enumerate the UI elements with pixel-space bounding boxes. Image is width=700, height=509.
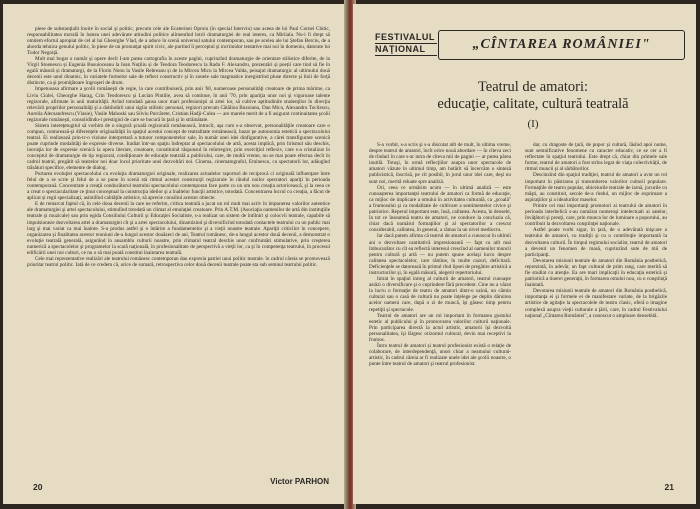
article-column-1 (369, 142, 511, 367)
right-page (353, 4, 696, 504)
paragraph: dar, cu dragoste de ţară, de popor şi cultură, lăsînd apoi nume, sunt semnificative fenomene cu caracter educativ, ce se cer a fi reflectate în spaţiul teatrului. Este drept că, chiar din primele sale forme, teatrul de amatori a fost strîns legat de viaţa colectivităţii, de ritmul muncii şi al sărbătorilor. (525, 142, 667, 173)
article-title (403, 79, 663, 113)
paragraph: Sistem intereţetugitul să vorbim de o singură şcoală regizorală românească, întrucît, aşa cum s-a observat, personalităţile creatoare care o compun, conturează-şi diferenţele originalităţii în spaţiul acestui concept de teatralitate românească, bazat pe autonomia estetică a spectacolului teatral. Ei realizează prin-tr-o viziune interpretară a tuturor componentelor sale, în număr unei idei dinfigurative, a cărei transfigurare scenică poate cuprinde modalităţi de expresie diverse. Iradiat într-un spaţiu îndreptat al spectacolului de artă, acesta implică, prin lirismul său deschis, inovaţia lor de expresie scenică la opera literare, creatoare, constituind răspunsul în reîntregire, prin exerciţiul reflexiv, care s-a cristalizat în conceptul de dramaturgie de tip regizoral, condiţionare de educaţie teatrală a publicului, care, de multă vreme, nu se mai poate efectua decît în cadrul teatral, pregătit să teatrelor noi doar locul prioritate unei dezvoltări noi. Cinema, cinematograful, Eminescu, cu spectatorii lor, adăugînd trăsături specifice, elemente de dialog. (27, 122, 330, 172)
page-number: 20 (33, 482, 43, 492)
paragraph: Ori, ceea ce urmărim acum — în ultimă analiză — este cunoaşterea importanţei teatrului de amatori ca formă de educaţie, ca mijloc de implicare a omului în activitatea culturală, ca „şcoală" a frumosului şi ca modalitate de cultivare a sentimentelor civice şi patriotice. Reperul important este, însă, calitatea. Acesta, în deosebi, în tot ce înseamnă teatru de amatori, ne conduce la concluzia că, chiar dacă numărul formaţiilor şi al spectatorilor a crescut considerabil, calitatea, în general, a rămas la un nivel mediocru. (369, 184, 511, 234)
paragraph: S-a vorbit, s-a scris şi s-a discutat atît de mult, în ultima vreme, despre teatrul de amatori, încît orice nouă abordare — în cîteva zeci de rînduri în care s-ar intra de cîteva mii de pagini — ar putea părea inutilă. Totuşi, în urmă reflecţiilor asupra unor spectacole de amatori văzute în ultimul timp, am hotărît să încercăm o sinteză publicistică, înscrisă, pe cît posibil, în jurul unor idei care, deşi nu sunt noi, merită reluate spre analiză. (369, 142, 511, 185)
paragraph: Iar dacă putem afirma că teatrul de amatori a cunoscut în ultimii ani o dezvoltare cantitativă impresionantă — fapt cu atît mai îmbucurător cu cît ea reflectă interesul crescînd al oamenilor muncii pentru cultură şi artă — nu putem spune acelaşi lucru despre calitatea spectacolelor, care rămîne, în multe cazuri, deficitară. Deficienţele se datorează în primul rînd lipsei de pregătire artistică a instructorilor şi, în egală măsură, alegerii repertoriului. (369, 233, 512, 276)
article-column-2 (525, 142, 667, 319)
article-part-number: (I) (527, 118, 539, 130)
paragraph: Descinzînd din spaţiul tradiţiei, teatrul de amatori a avut un rol important în păstrarea şi transmiterea valorilor culturii populare. Formaţiile de teatru popular, obiceiurile teatrale de iarnă, jocurile cu măşti, au constituit, secole de-a rîndul, un mijloc de exprimare a aspiraţiilor şi a idealurilor maselor. (525, 172, 667, 203)
page-number: 21 (664, 482, 674, 492)
author-signature: Victor PARHON (270, 477, 329, 486)
paragraph: Devotarea misiunii teatrale de amatori din România postbelică, importanţa ei şi formele ei de manifestare variate, de la brigăzile artistice de agitaţie la spectacolele de teatru clasic, oferă o imagine complexă asupra vieţii culturale a ţării, care, în cadrul Festivalului naţional „Cîntarea României", a cunoscut o amploare deosebită. (525, 288, 667, 319)
paragraph: Devotarea misiunii teatrale de amatori din România postbelică, reprezintă, în adevăr, un fapt cultural de prim rang, care merită să fie studiat cu atenţie. Ea are mari implicaţii în educaţia estetică şi patriotică a tinerei generaţii, în formarea omului nou, cu o conştiinţă înaintată. (525, 257, 667, 289)
paragraph: Mult mai bogat o număr şi opere decît I-am putea cartografia în aceste pagini, cuprinzînd dramaturgie de orientare stilistice diferite, de la Virgil Stoenescu și Eugenia Busuioceanu la Ioan Nuțiliu și de Teodora Teodorescu la Radu F. Alexandru, prezentări și poeții care tind să fie în egală măsură și dramaturgi, de la Florin Nonu la Vasile Rebreanu și de la Mircea Micu la Mircea Valda, peisajul dramaturgic al ultimului două decenii este unul dinamic, în variatele formelor sale de reflect constructiv și în zonele sale magmatice inregistrînd pluse directe şi linii de forţă distincte, ca şi promiţătoare îngroşeri de drum. (27, 56, 330, 87)
paragraph: Intrat în spaţiul intreg al culturii de amatori, teatrul cunoaşte astăzi o diversificare şi o cuprindere fără precedent. Cine nu a văzut la lucru o formaţie de teatru de amatori dintr-o uzină, un cămin cultural sau o casă de cultură nu poate înţelege pe deplin dăruirea acelor oameni care, după o zi de muncă, îşi găsesc timp pentru repetiţii şi spectacole. (369, 276, 511, 313)
paragraph: Printre cei mai importanţi promotori ai teatrului de amatori în perioada interbelică s-au numărat numeroşi intelectuali ai satelor, învăţători şi preoţi, care, prin munca lor de luminare a poporului, au contribuit la dezvoltarea conştiinţei naţionale. (525, 202, 667, 228)
paragraph: Purtarea evoluţiei spectacolului cu evoluţia dramaturgiei originale, realizarea actualelor raporturi de reciprocă ci originală influenţare între felul de a se scrie şi felul de a se pune în scenă stă ritmul acestei construcţii regizorale în rândul noilor spectatori apariţi în perioada contemporană. Concentrate a creaţii conducătorul teatrului spectacolului contemporan face parte cu un om nou creaţia actoricească, şi la ceea ce a creat o spectacularitate ce ţinut conceptual la construcţia ideilor şi a înaltelor funcţii artistice, totodată. Concentrarea lucrul cu creaţia, a făcut de aplicat și regii specializați, asimilînd calităţile artistice, să aprecie consiliul acestor obiecte. (27, 171, 330, 202)
left-page (3, 4, 347, 504)
festival-label-line-1: FESTIVALUL (375, 32, 437, 44)
festival-label-line-2: NAŢIONAL (375, 44, 437, 56)
paragraph: E de remarcat faptul că, în cele doua decenii la care ne referim, critica teatrală a jucat un rol mult mai activ în impunerea valorilor autentice ale dramaturgiei şi artei spectacolului, stimulînd totodată un climat al emulaţiei creatoare. Prin A.T.M. (Asociaţia oamenilor de artă din instituţiile teatrale şi muzicale) sau prin egida Consiliului Culturii şi Educaţiei Socialiste, s-a realizat un sistem de întîlniri şi colocvii teatrale, capabile să impulsioneze dezvoltarea artei a dramaturgiei cît şi a artei spectacolului, dinamizind şi diversificînd totodată contactele teatrului cu un public mai larg şi mai variat ca mai înainte. S-a produs astfel şi o întărire a fundamentelor şi a vieţii noastre teatrale. Apariţii criticilor în concepere, organizarea şi finalitatea acestor reuniuni de-a lungul acestor douăzeci de ani, Teatrul românesc, de-a lungul acestor două decenii, a demonstrat o evoluţie teatrală generală, asigurând în ansamblu culturii noastre, prin climatul teatral deschis unor confruntări stimulative, prin creşterea numerică a spectacolelor şi programelor la scară naţională, în profesionalitate de perspectivă a vieţii lor, ca şi în competenţa teatrului, în procesul edificării unei noi culturi, ce nu o să mai poată constitui înaintarea teatrală. (27, 201, 330, 256)
paragraph: Întru teatrul de amatori și teatrul profesionist există o relaţie de colaborare, de interdependenţă, unori chiar a neamului cultural-artistic, în cadrul căreia ar fi realizate unele idei ale şcolii noastre, o punte între teatrul de amatori şi teatrul profesionist. (369, 343, 511, 368)
article-title-line-2: educaţie, calitate, cultură teatrală (437, 96, 629, 112)
left-page-text (27, 26, 330, 268)
article-title-line-1: Teatrul de amatori: (477, 79, 589, 95)
festival-banner: „CÎNTAREA ROMÂNIEI" (438, 30, 685, 60)
paragraph: Cele mai reprezentative realizări ale teatrului românesc contemporan dau expresia patriei unui politic teatrale. în cadrul căreia se promovează prioritar teatrul politic. Iată de ce credem că, orice de sumară, retrospectiva celor două decenii teatrale poate sta sub semnul teatrului politic. (27, 255, 330, 268)
paragraph: Astfel poate vorbi sigur, în ţară, de o adevărată mişcare a teatrului de amatori, cu tradiţii şi cu o contribuţie importantă la dezvoltarea culturii. În timpul regimului socialist, teatrul de amatori a devenit un fenomen de masă, cuprinzînd sute de mii de participanţi. (525, 227, 667, 258)
paragraph: Teatrul de amatori are un rol important în formarea gustului estetic al publicului şi în promovarea valorilor culturii naţionale. Prin participarea directă la actul artistic, amatorii îşi dezvoltă personalitatea, îşi lărgesc orizontul cultural, devin mai receptivi la frumos. (369, 312, 511, 343)
paragraph: piese de substanţialit înoire în social şi politic, precum cele ale Ecaterinei Oproiu (în special Interviu) sau aceea de loi Paul Cornel Chitic, responsabilitatea morală în lumea unei adevărate atitudini politice alimentînd lotrii dramaturgiei de real interes, ca Miriiala. Nu-i fi drept să omitem efortul apropiat de cel al lui Gheorghe Vlad, de a aduce în scenă universul satului contemporan, sau pe acelea ale lui Ştefan Berciu, de a aborda tehnica genului politic, în piese de un pronunţat spirit civic, ale purtind îi perceptul şi incrimidor tentative mai noi în domeniu, datorate lui Tudor Negoiţă. (27, 26, 330, 57)
festival-label (375, 32, 437, 56)
paragraph: Impetuoasa afirmare a şcolii româneşti de regie, la care contribuiseră, prin anii '60, numeroase personalităţi creatoare de prima mărime, ca Liviu Ciulei, Gheorghe Harag, Crin Teodorescu şi Lucian Pintilie, avea să continue, în anii '70, prin apariţia unor noi şi viguroase talente regizorale, afirmate in anii maturităţii. Avînd totodată şansa unor mari profesionişti ai artei lor, să cultive aptitudinile studenţilor în direcţia relevării propriilor personalităţi şi a dobîndirii unui sigliu stilistic personal, regizori precum Cătălina Buzoianu, Dan Micu, Alexandru Tocilescu, Aurelia Alecsandrescu (Vlasie), Vasile Mahoski sau Silviu Purcărete, Cristian Hadji-Culea — are marele merit de a fi asigurat continuitatea şcolii regizorale româneşti, consolidîndu-i prestigiul de care se bucură în ţară şi în străinătate. (27, 86, 330, 123)
